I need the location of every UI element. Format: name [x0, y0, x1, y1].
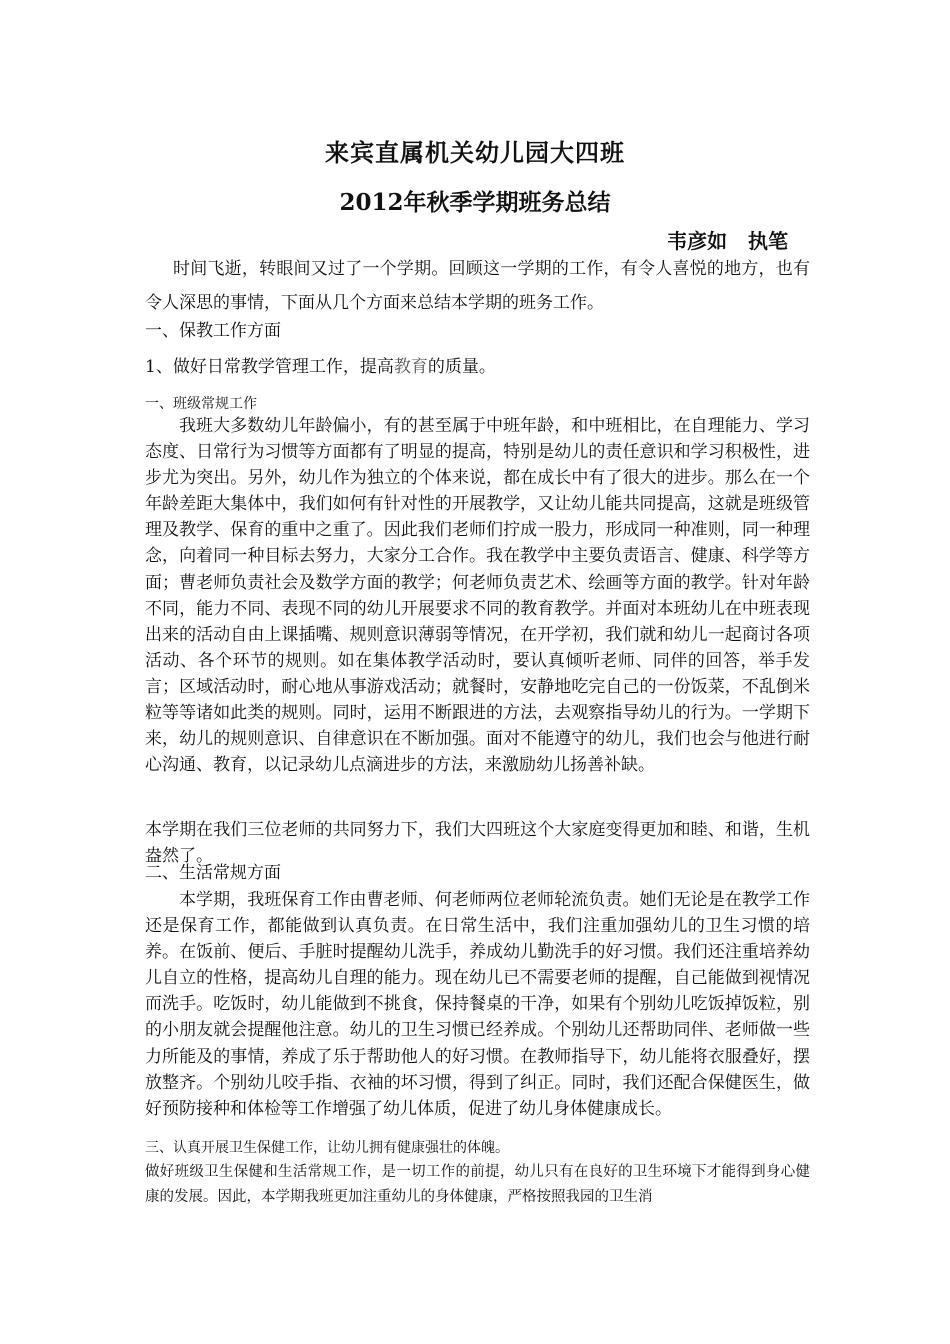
highlight-word: 教育: [393, 357, 428, 377]
subsection-heading: 三、认真开展卫生保健工作，让幼儿拥有健康强壮的体魄。: [145, 1140, 509, 1156]
document-subtitle: 2012年秋季学期班务总结: [339, 189, 611, 216]
subsection-heading: 二、生活常规方面: [145, 863, 281, 883]
intro-paragraph: 时间飞逝，转眼间又过了一个学期。回顾这一学期的工作，有令人喜悦的地方，也有令人深思的事情，下面从几个方面来总结本学期的班务工作。: [145, 259, 810, 313]
section-heading: 一、保教工作方面: [145, 321, 281, 341]
item-heading-text-end: 的质量。: [427, 357, 496, 377]
body-paragraph: 本学期，我班保育工作由曹老师、何老师两位老师轮流负责。她们无论是在教学工作还是保育工作，都能做到认真负责。在日常生活中，我们注重加强幼儿的卫生习惯的培养。在饭前、便后、手脏时提醒幼儿洗手，养成幼儿勤洗手的好习惯。我们还注重培养幼儿自立的性格，提高幼儿自理的能力。现在幼儿已不需要老师的提醒，自己能做到视情况而洗手。吃饭时，幼儿能做到不挑食，保持餐桌的干净，如果有个别幼儿吃饭掉饭粒，别的小朋友就会提醒他注意。幼儿的卫生习惯已经养成。个别幼儿还帮助同伴、老师做一些力所能及的事情，养成了乐于帮助他人的好习惯。在教师指导下，幼儿能将衣服叠好，摆放整齐。个别幼儿咬手指、衣袖的坏习惯，得到了纠正。同时，我们还配合保健医生，做好预防接种和体检等工作增强了幼儿体质，促进了幼儿身体健康成长。: [145, 890, 810, 1119]
body-paragraph: 我班大多数幼儿年龄偏小，有的甚至属于中班年龄，和中班相比，在自理能力、学习态度、日常行为习惯等方面都有了明显的提高，特别是幼儿的责任意识和学习积极性，进步尤为突出。另外，幼儿作为独立的个体来说，都在成长中有了很大的进步。那么在一个年龄差距大集体中，我们如何有针对性的开展教学，又让幼儿能共同提高，这就是班级管理及教学、保育的重中之重了。因此我们老师们拧成一股力，形成同一种准则，同一种理念，向着同一种目标去努力，大家分工合作。我在教学中主要负责语言、健康、科学等方面；曹老师负责社会及数学方面的教学；何老师负责艺术、绘画等方面的教学。针对年龄不同，能力不同、表现不同的幼儿开展要求不同的教育教学。并面对本班幼儿在中班表现出来的活动自由上课插嘴、规则意识薄弱等情况，在开学初，我们就和幼儿一起商讨各项活动、各个环节的规则。如在集体教学活动时，要认真倾听老师、同伴的回答，举手发言；区域活动时，耐心地从事游戏活动；就餐时，安静地吃完自己的一份饭菜，不乱倒米粒等等诸如此类的规则。同时，运用不断跟进的方法，去观察指导幼儿的行为。一学期下来，幼儿的规则意识、自律意识在不断加强。面对不能遵守的幼儿，我们也会与他进行耐心沟通、教育，以记录幼儿点滴进步的方法，来激励幼儿扬善补缺。: [145, 416, 810, 776]
subsection-heading: 一、班级常规工作: [145, 396, 257, 412]
body-paragraph: 做好班级卫生保健和生活常规工作，是一切工作的前提，幼儿只有在良好的卫生环境下才能得到身心健康的发展。因此，本学期我班更加注重幼儿的身体健康，严格按照我园的卫生消: [145, 1164, 810, 1205]
item-heading-text: 1、做好日常教学管理工作，提高: [145, 357, 394, 377]
author-line: 韦彦如 执笔: [667, 229, 788, 253]
item-heading: [145, 355, 810, 379]
document-title: 来宾直属机关幼儿园大四班: [325, 138, 625, 167]
body-paragraph: 本学期在我们三位老师的共同努力下，我们大四班这个大家庭变得更加和睦、和谐，生机盎然了。: [145, 820, 810, 866]
